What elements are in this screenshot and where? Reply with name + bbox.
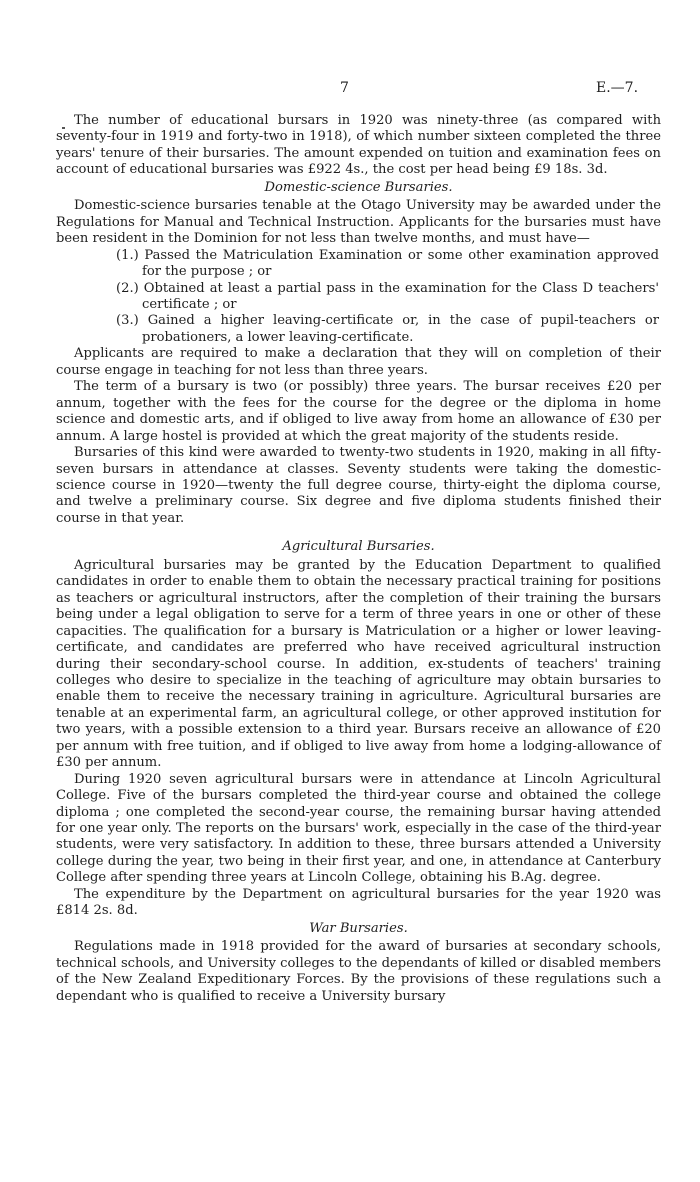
condition-item: (3.) Gained a higher leaving-certificate or, in the case of pupil-teachers or probationers, a lower leaving-certificate. xyxy=(116,313,659,345)
condition-item: (2.) Obtained at least a partial pass in the examination for the Class D teachers' certificate ; or xyxy=(116,280,659,312)
page-body xyxy=(56,113,661,1005)
paragraph-agricultural-intro: Agricultural bursaries may be granted by the Education Department to qualified candidates in order to enable them to obtain the necessary practical training for positions as teachers or agricultural instructors, after the completion of their training the bursars being under a legal obligation to serve for a term of three years in one or other of these capacities. The qualification for a bursary is Matriculation or a higher or lower leaving-certificate, and candidates are preferred who have received agricultural instruction during their secondary-school course. In addition, ex-students of teachers' training colleges who desire to specialize in the teaching of agriculture may obtain bursaries to enable them to receive the necessary training in agriculture. Agricultural bursaries are tenable at an experimental farm, an agricultural college, or other approved institution for two years, with a possible extension to a third year. Bursars receive an allowance of £20 per annum with free tuition, and if obliged to live away from home a lodging-allowance of £30 per annum. xyxy=(56,557,661,771)
page-header xyxy=(0,80,700,98)
page-number: 7 xyxy=(340,80,349,96)
heading-domestic-science-bursaries: Domestic-science Bursaries. xyxy=(264,179,453,195)
paragraph-agricultural-expenditure: The expenditure by the Department on agricultural bursaries for the year 1920 was £814 2s. 8d. xyxy=(56,886,661,919)
paragraph-bursary-term: The term of a bursary is two (or possibly) three years. The bursar receives £20 per annum, together with the fees for the course for the degree or the diploma in home science and domestic arts, and if obliged to live away from home an allowance of £30 per annum. A large hostel is provided at which the great majority of the students reside. xyxy=(56,379,661,444)
paragraph-domestic-awards: Bursaries of this kind were awarded to twenty-two students in 1920, making in all fifty-seven bursars in attendance at classes. Seventy students were taking the domestic-science course in 1920—twenty the full degree course, thirty-eight the diploma course, and twelve a preliminary course. Six degree and five diploma students finished their course in that year. xyxy=(56,445,661,526)
series-code: E.—7. xyxy=(596,80,639,96)
heading-agricultural-bursaries: Agricultural Bursaries. xyxy=(282,539,435,555)
paragraph-lincoln-college: During 1920 seven agricultural bursars were in attendance at Lincoln Agricultural College. Five of the bursars completed the third-year course and obtained the college diploma ; one completed the second-year course, the remaining bursar having attended for one year only. The reports on the bursars' work, especially in the case of the third-year students, were very satisfactory. In addition to these, three bursars attended a University college during the year, two being in their first year, and one, in attendance at Canterbury College after spending three years at Lincoln College, obtaining his B.Ag. degree. xyxy=(56,771,661,886)
paragraph-declaration: Applicants are required to make a declaration that they will on completion of their course engage in teaching for not less than three years. xyxy=(56,346,661,378)
conditions-list xyxy=(56,248,661,347)
paragraph-educational-bursars: The number of educational bursars in 1920 was ninety-three (as compared with seventy-four in 1919 and forty-two in 1918), of which number sixteen completed the three years' tenure of their bursaries. The amount expended on tuition and examination fees on account of educational bursaries was £922 4s., the cost per head being £9 18s. 3d. xyxy=(56,113,661,178)
heading-war-bursaries: War Bursaries. xyxy=(309,920,408,936)
paragraph-domestic-science-intro: Domestic-science bursaries tenable at the Otago University may be awarded under the Regulations for Manual and Technical Instruction. Applicants for the bursaries must have been resident in the Dominion for not less than twelve months, and must have— xyxy=(56,198,661,247)
condition-item: (1.) Passed the Matriculation Examination or some other examination approved for the purpose ; or xyxy=(116,247,659,280)
paragraph-war-bursaries: Regulations made in 1918 provided for the award of bursaries at secondary schools, technical schools, and University colleges to the dependants of killed or disabled members of the New Zealand Expeditionary Forces. By the provisions of these regulations such a dependant who is qualified to receive a University bursary xyxy=(56,939,661,1004)
